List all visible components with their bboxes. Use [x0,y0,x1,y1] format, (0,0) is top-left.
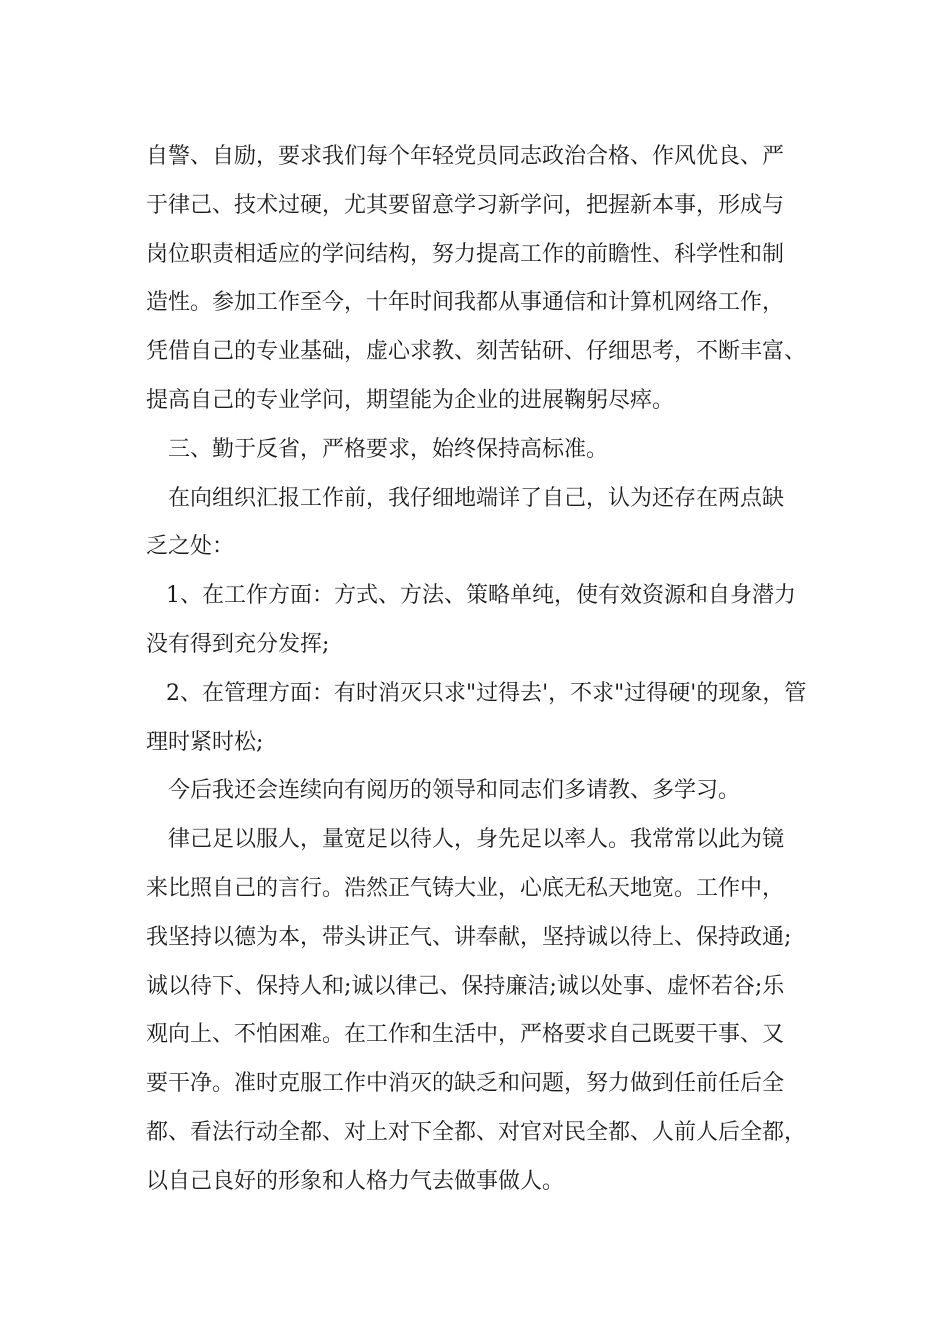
text-line: 没有得到充分发挥; [146,631,330,657]
section-heading: 三、勤于反省，严格要求，始终保持高标准。 [168,436,609,462]
text-line: 我坚持以德为本，带头讲正气、讲奉献，坚持诚以待上、保持政通; [146,924,792,950]
text-line: 诚以待下、保持人和;诚以律己、保持廉洁;诚以处事、虚怀若谷;乐 [146,973,785,999]
text-line: 要干净。准时克服工作中消灭的缺乏和问题，努力做到任前任后全 [146,1071,785,1097]
text-line: 自警、自励，要求我们每个年轻党员同志政治合格、作风优良、严 [146,144,785,169]
text-line: 观向上、不怕困难。在工作和生活中，严格要求自己既要干事、又 [146,1022,785,1048]
text-line: 在向组织汇报工作前，我仔细地端详了自己，认为还存在两点缺 [168,485,785,511]
text-line: 凭借自己的专业基础，虚心求教、刻苦钻研、仔细思考，不断丰富、 [146,339,807,365]
text-line: 以自己良好的形象和人格力气去做事做人。 [146,1168,565,1194]
text-line: 造性。参加工作至今，十年时间我都从事通信和计算机网络工作， [146,290,785,316]
text-line: 岗位职责相适应的学问结构，努力提高工作的前瞻性、科学性和制 [146,241,785,267]
list-item: 2、在管理方面：有时消灭只求"过得去'，不求"过得硬'的现象，管 [166,680,807,706]
text-line: 来比照自己的言行。浩然正气铸大业，心底无私天地宽。工作中， [146,875,785,901]
body-text [146,133,836,1207]
text-line: 提高自己的专业学问，期望能为企业的进展鞠躬尽瘁。 [146,387,675,413]
text-line: 乏之处： [146,534,235,560]
text-line: 理时紧时松; [146,729,264,755]
text-line: 都、看法行动全都、对上对下全都、对官对民全都、人前人后全都， [146,1119,807,1145]
list-item: 1、在工作方面：方式、方法、策略单纯，使有效资源和自身潜力 [166,583,796,609]
text-line: 今后我还会连续向有阅历的领导和同志们多请教、多学习。 [168,778,741,804]
text-line: 律己足以服人，量宽足以待人，身先足以率人。我常常以此为镜 [168,827,785,853]
text-line: 于律己、技术过硬，尤其要留意学习新学问，把握新本事，形成与 [146,192,785,218]
